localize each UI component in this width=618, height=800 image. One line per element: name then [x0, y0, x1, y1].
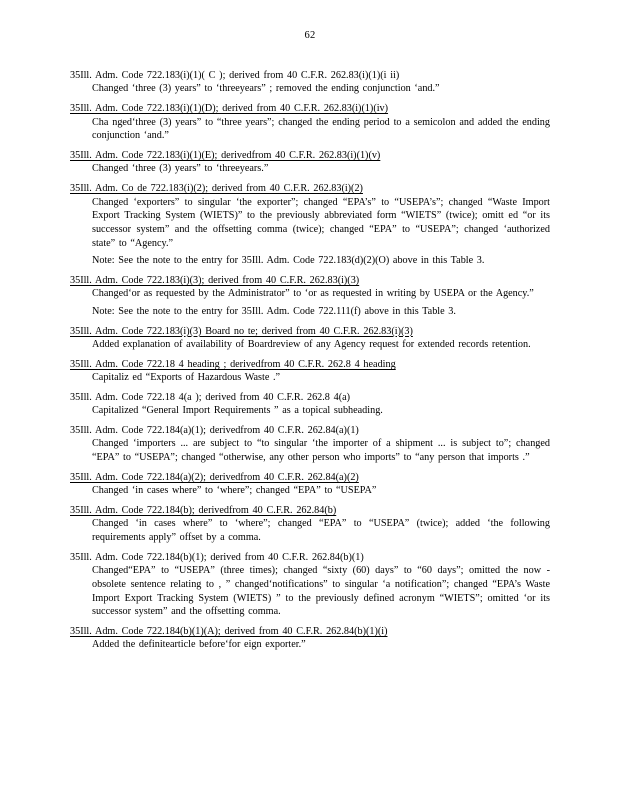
- entry-block: [70, 504, 550, 545]
- entry-block: [70, 358, 550, 385]
- entry-citation: 35Ill. Adm. Code 722.184(b); derivedfrom 40 C.F.R. 262.84(b): [70, 504, 337, 516]
- entry-block: [70, 551, 550, 619]
- entry-block: [70, 149, 550, 176]
- entry-block: [70, 274, 550, 319]
- entry-body: Changed ‘importers ... are subject to “to singular ‘the importer of a shipment ... is subject to”; changed “EPA” to “USEPA”; changed “otherwise, any other person who imports” to “any person that imports .”: [92, 438, 550, 464]
- entry-body: Changed ‘exporters” to singular ‘the exporter”; changed “EPA’s” to “USEPA’s”; changed “Waste Import Export Tracking System (WIETS)” to the previously abbreviated form “WIETS” (twice); omitt ed “or its successor system” and the offsetting comma (twice); changed “EPA” to “USEPA”; changed ‘authorized state” to “Agency.”: [92, 196, 550, 249]
- entry-body: Capitaliz ed “Exports of Hazardous Waste .”: [92, 372, 281, 384]
- entry-body: Added explanation of availability of Boardreview of any Agency request for extended records retention.: [92, 339, 531, 351]
- entry-citation: 35Ill. Adm. Co de 722.183(i)(2); derived from 40 C.F.R. 262.83(i)(2): [70, 183, 363, 195]
- entry-body: Capitalized “General Import Requirements ” as a topical subheading.: [92, 405, 383, 417]
- entry-citation: 35Ill. Adm. Code 722.183(i)(1)(D); derived from 40 C.F.R. 262.83(i)(1)(iv): [70, 103, 389, 115]
- entry-note: Note: See the note to the entry for 35Ill. Adm. Code 722.183(d)(2)(O) above in this Table 3.: [92, 255, 485, 267]
- entry-citation: 35Ill. Adm. Code 722.18 4(a ); derived from 40 C.F.R. 262.8 4(a): [70, 391, 351, 403]
- entry-body: Changed ‘three (3) years” to ‘threeyears” ; removed the ending conjunction ‘and.”: [92, 83, 440, 95]
- entry-citation: 35Ill. Adm. Code 722.18 4 heading ; derivedfrom 40 C.F.R. 262.8 4 heading: [70, 358, 396, 370]
- entry-citation: 35Ill. Adm. Code 722.184(a)(1); derivedfrom 40 C.F.R. 262.84(a)(1): [70, 425, 359, 437]
- entry-citation: 35Ill. Adm. Code 722.183(i)(1)( C ); derived from 40 C.F.R. 262.83(i)(1)(i ii): [70, 70, 400, 81]
- entry-block: [70, 325, 550, 352]
- page-number: 62: [304, 30, 316, 41]
- entry-citation: 35Ill. Adm. Code 722.183(i)(1)(E); derivedfrom 40 C.F.R. 262.83(i)(1)(v): [70, 149, 381, 161]
- entry-citation: 35Ill. Adm. Code 722.183(i)(3); derived from 40 C.F.R. 262.83(i)(3): [70, 274, 360, 286]
- entry-body: Changed ‘in cases where” to ‘where”; changed “EPA” to “USEPA”: [92, 485, 377, 497]
- entry-body: Changed ‘three (3) years” to ‘threeyears.”: [92, 163, 269, 175]
- entry-body: Changed ‘in cases where” to ‘where”; changed “EPA” to “USEPA” (twice); added ‘the following requirements apply” offset by a comma.: [92, 518, 550, 544]
- entry-block: [70, 102, 550, 143]
- entry-block: [70, 471, 550, 498]
- entry-block: [70, 182, 550, 268]
- entry-block: [70, 69, 550, 96]
- entry-citation: 35Ill. Adm. Code 722.184(b)(1)(A); derived from 40 C.F.R. 262.84(b)(1)(i): [70, 625, 388, 637]
- entry-body: Changed‘or as requested by the Administrator” to ‘or as requested in writing by USEPA or the Agency.”: [92, 288, 534, 300]
- entry-block: [70, 625, 550, 652]
- entry-citation: 35Ill. Adm. Code 722.184(b)(1); derived from 40 C.F.R. 262.84(b)(1): [70, 551, 364, 563]
- entry-block: [70, 391, 550, 418]
- entry-block: [70, 424, 550, 465]
- entry-citation: 35Ill. Adm. Code 722.183(i)(3) Board no te; derived from 40 C.F.R. 262.83(i)(3): [70, 325, 413, 337]
- entry-note: Note: See the note to the entry for 35Ill. Adm. Code 722.111(f) above in this Table 3.: [92, 305, 456, 317]
- entry-citation: 35Ill. Adm. Code 722.184(a)(2); derivedfrom 40 C.F.R. 262.84(a)(2): [70, 471, 359, 483]
- entry-body: Added the definitearticle before‘for eign exporter.”: [92, 639, 306, 651]
- entry-body: Changed“EPA” to “USEPA” (three times); changed “sixty (60) days” to “60 days”; omitted the now -obsolete sentence relating to , ” changed‘notifications” to singular ‘a notification”; changed “EPA’s Waste Import Export Tracking System (WIETS) ” to the previously defined acronym “WIETS”; omitted ‘or its successor system” and the offsetting comma.: [92, 565, 550, 618]
- entry-body: Cha nged‘three (3) years” to “three years”; changed the ending period to a semicolon and added the ending conjunction ‘and.”: [92, 116, 550, 142]
